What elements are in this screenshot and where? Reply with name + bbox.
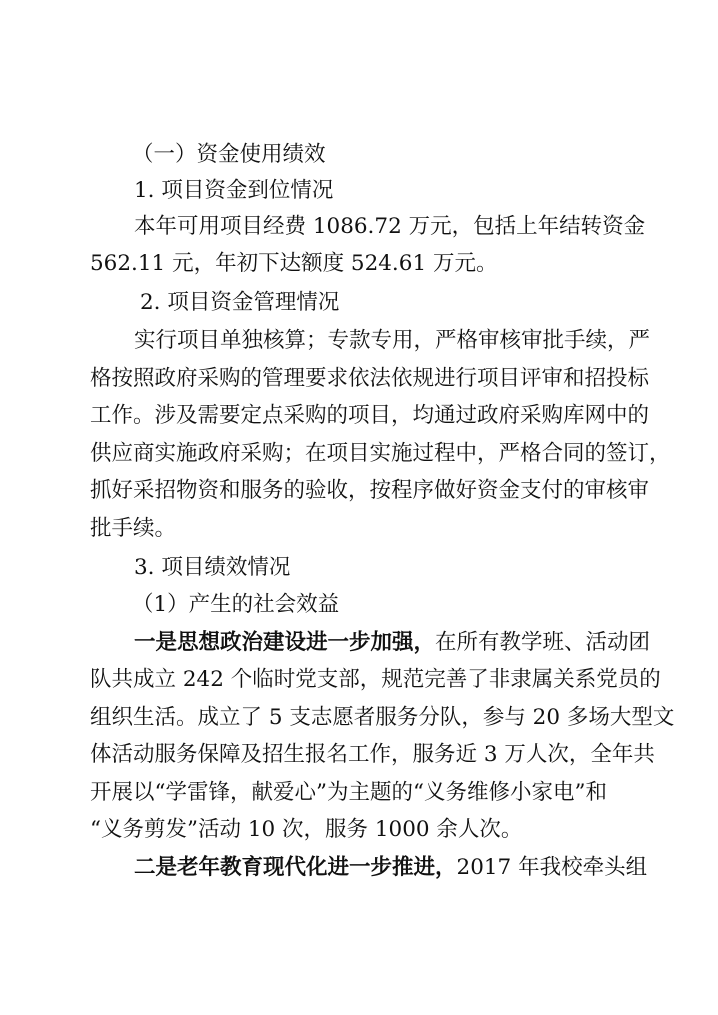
paragraph-line: 工作。涉及需要定点采购的项目，均通过政府采购库网中的	[90, 403, 650, 428]
paragraph-line: 实行项目单独核算；专款专用，严格审核审批手续，严	[134, 328, 651, 353]
paragraph-line: “义务剪发”活动 10 次，服务 1000 余人次。	[90, 817, 523, 842]
paragraph-line: 抓好采招物资和服务的验收，按程序做好资金支付的审核审	[90, 478, 650, 503]
paragraph-first-line	[134, 857, 647, 879]
paragraph-line: 体活动服务保障及招生报名工作，服务近 3 万人次，全年共	[90, 742, 655, 767]
sub-subsection-heading: （1）产生的社会效益	[132, 592, 340, 617]
paragraph-line: 组织生活。成立了 5 支志愿者服务分队，参与 20 多场大型文	[90, 705, 675, 730]
paragraph-lead: 一是思想政治建设进一步加强，	[134, 630, 436, 655]
section-heading: （一）资金使用绩效	[132, 142, 326, 167]
paragraph-line: 队共成立 242 个临时党支部，规范完善了非隶属关系党员的	[90, 667, 661, 692]
paragraph-line: 本年可用项目经费 1086.72 万元，包括上年结转资金	[134, 214, 646, 239]
paragraph-first-line	[134, 632, 650, 654]
paragraph-line: 开展以“学雷锋，献爱心”为主题的“义务维修小家电”和	[90, 780, 607, 805]
subsection-heading-funding: 1. 项目资金到位情况	[134, 178, 334, 203]
paragraph-line: 批手续。	[90, 516, 177, 541]
paragraph-first-rest: 在所有教学班、活动团	[435, 630, 651, 655]
paragraph-line: 供应商实施政府采购；在项目实施过程中，严格合同的签订，	[90, 441, 671, 466]
subsection-heading-performance: 3. 项目绩效情况	[134, 555, 291, 580]
paragraph-lead: 二是老年教育现代化进一步推进，	[134, 855, 457, 880]
subsection-heading-management: 2. 项目资金管理情况	[140, 290, 340, 315]
paragraph-line: 562.11 元，年初下达额度 524.61 万元。	[90, 251, 498, 276]
paragraph-first-rest: 2017 年我校牵头组	[456, 855, 648, 880]
paragraph-line: 格按照政府采购的管理要求依法依规进行项目评审和招投标	[90, 366, 650, 391]
